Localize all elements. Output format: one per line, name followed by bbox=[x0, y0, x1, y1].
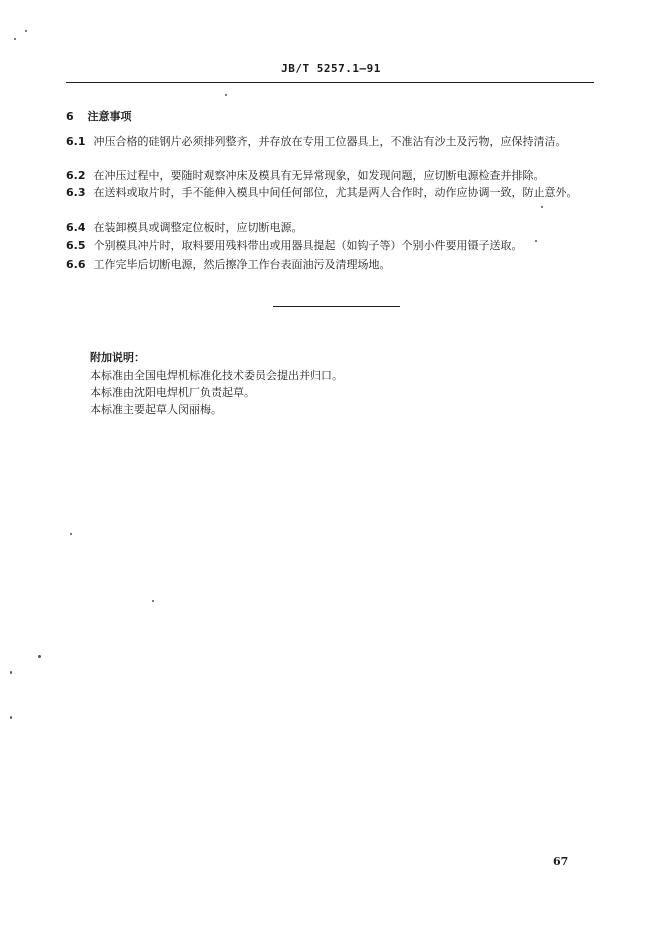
clause-number: 6.3 bbox=[66, 186, 86, 199]
section-end-rule bbox=[273, 306, 400, 307]
scan-speck bbox=[14, 38, 16, 40]
standard-code-header: JB/T 5257.1—91 bbox=[281, 62, 381, 75]
scan-speck bbox=[10, 671, 12, 674]
clause-6-1 bbox=[66, 133, 596, 150]
clause-6-5 bbox=[66, 237, 596, 254]
clause-number: 6.5 bbox=[66, 239, 86, 252]
page-number: 67 bbox=[553, 855, 569, 868]
scan-speck bbox=[225, 94, 227, 96]
clause-number: 6.6 bbox=[66, 258, 86, 271]
scan-speck bbox=[541, 206, 543, 208]
appendix-line: 本标准由沈阳电焊机厂负责起草。 bbox=[90, 386, 255, 399]
scan-speck bbox=[25, 30, 27, 32]
clause-text: 个别模具冲片时，取料要用残料带出或用器具提起（如钩子等）个别小件要用镊子送取。 bbox=[93, 239, 523, 252]
appendix-line: 本标准由全国电焊机标准化技术委员会提出并归口。 bbox=[90, 369, 343, 382]
scan-speck bbox=[70, 533, 72, 535]
clause-number: 6.4 bbox=[66, 221, 86, 234]
clause-6-3 bbox=[66, 184, 596, 201]
clause-text: 在冲压过程中，要随时观察冲床及模具有无异常现象，如发现问题，应切断电源检查并排除。 bbox=[93, 169, 545, 182]
clause-number: 6.2 bbox=[66, 169, 86, 182]
appendix-line: 本标准主要起草人闵丽梅。 bbox=[90, 403, 222, 416]
header-rule bbox=[66, 82, 594, 83]
clause-6-4 bbox=[66, 219, 596, 236]
scan-speck bbox=[152, 600, 154, 602]
section-number: 6 bbox=[66, 110, 74, 123]
scan-speck bbox=[10, 716, 12, 719]
appendix-title: 附加说明： bbox=[90, 351, 145, 364]
section-heading bbox=[66, 108, 132, 124]
clause-6-6 bbox=[66, 256, 596, 273]
clause-text: 在送料或取片时，手不能伸入模具中间任何部位，尤其是两人合作时，动作应协调一致，防止意外。 bbox=[93, 186, 578, 199]
scan-speck bbox=[38, 655, 41, 658]
clause-text: 在装卸模具或调整定位板时，应切断电源。 bbox=[93, 221, 303, 234]
section-title: 注意事项 bbox=[87, 110, 132, 123]
clause-number: 6.1 bbox=[66, 135, 86, 148]
scan-speck bbox=[535, 240, 537, 242]
clause-text: 冲压合格的硅钢片必须排列整齐，并存放在专用工位器具上，不准沾有沙土及污物，应保持清洁。 bbox=[93, 135, 567, 148]
clause-6-2 bbox=[66, 167, 596, 184]
clause-text: 工作完毕后切断电源，然后擦净工作台表面油污及清理场地。 bbox=[93, 258, 391, 271]
